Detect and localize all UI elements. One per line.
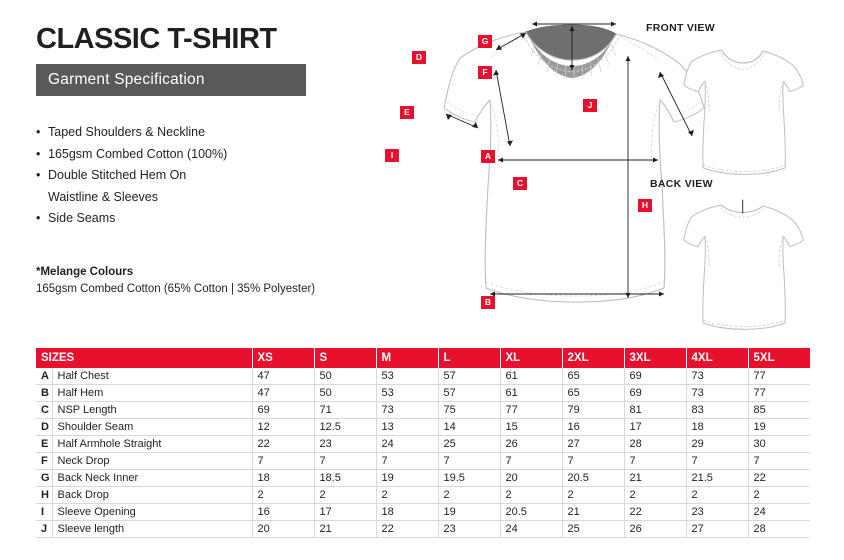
table-row: [36, 402, 810, 419]
row-name: Neck Drop: [52, 453, 252, 470]
row-value: 18: [252, 470, 314, 487]
row-value: 2: [252, 487, 314, 504]
row-value: 18: [686, 419, 748, 436]
row-value: 23: [686, 504, 748, 521]
row-value: 79: [562, 402, 624, 419]
table-header-2xl: 2XL: [562, 348, 624, 368]
row-code: G: [36, 470, 52, 487]
table-row: [36, 368, 810, 385]
row-value: 28: [624, 436, 686, 453]
row-value: 2: [438, 487, 500, 504]
table-header-sizes: SIZES: [36, 348, 252, 368]
melange-body: 165gsm Combed Cotton (65% Cotton | 35% Polyester): [36, 283, 316, 296]
row-value: 7: [562, 453, 624, 470]
row-value: 16: [562, 419, 624, 436]
table-header-3xl: 3XL: [624, 348, 686, 368]
row-value: 73: [686, 368, 748, 385]
table-row: [36, 521, 810, 538]
row-value: 75: [438, 402, 500, 419]
table-header-xs: XS: [252, 348, 314, 368]
row-value: 85: [748, 402, 810, 419]
row-value: 61: [500, 368, 562, 385]
row-value: 24: [376, 436, 438, 453]
row-value: 18: [376, 504, 438, 521]
list-item: • 165gsm Combed Cotton (100%): [36, 144, 336, 166]
table-header-l: L: [438, 348, 500, 368]
row-value: 27: [562, 436, 624, 453]
table-row: [36, 419, 810, 436]
spec-header: [36, 24, 336, 298]
row-value: 17: [624, 419, 686, 436]
row-value: 69: [624, 385, 686, 402]
table-row: [36, 436, 810, 453]
row-value: 26: [624, 521, 686, 538]
row-value: 73: [686, 385, 748, 402]
row-value: 21: [562, 504, 624, 521]
melange-note: [36, 264, 336, 299]
row-value: 83: [686, 402, 748, 419]
row-value: 7: [252, 453, 314, 470]
table-header-4xl: 4XL: [686, 348, 748, 368]
row-value: 14: [438, 419, 500, 436]
marker-j: J: [583, 99, 597, 112]
row-name: Half Chest: [52, 368, 252, 385]
row-value: 81: [624, 402, 686, 419]
table-header-s: S: [314, 348, 376, 368]
row-value: 24: [500, 521, 562, 538]
row-code: B: [36, 385, 52, 402]
row-value: 20: [252, 521, 314, 538]
table-header-m: M: [376, 348, 438, 368]
row-code: D: [36, 419, 52, 436]
back-view-tshirt: [684, 200, 804, 330]
row-code: C: [36, 402, 52, 419]
row-value: 20: [500, 470, 562, 487]
row-code: A: [36, 368, 52, 385]
row-value: 65: [562, 385, 624, 402]
row-code: F: [36, 453, 52, 470]
row-value: 2: [500, 487, 562, 504]
row-value: 7: [686, 453, 748, 470]
table-header-row: [36, 348, 810, 368]
row-value: 47: [252, 385, 314, 402]
row-value: 20.5: [500, 504, 562, 521]
size-table: [36, 348, 810, 538]
row-value: 50: [314, 368, 376, 385]
row-value: 47: [252, 368, 314, 385]
row-value: 24: [748, 504, 810, 521]
row-name: Half Hem: [52, 385, 252, 402]
row-value: 77: [748, 368, 810, 385]
table-row: [36, 487, 810, 504]
row-value: 57: [438, 368, 500, 385]
row-value: 7: [314, 453, 376, 470]
row-code: E: [36, 436, 52, 453]
row-value: 13: [376, 419, 438, 436]
row-name: Shoulder Seam: [52, 419, 252, 436]
row-value: 2: [748, 487, 810, 504]
row-value: 27: [686, 521, 748, 538]
row-value: 77: [500, 402, 562, 419]
row-value: 12.5: [314, 419, 376, 436]
row-value: 22: [748, 470, 810, 487]
row-value: 15: [500, 419, 562, 436]
row-value: 2: [562, 487, 624, 504]
marker-g: G: [478, 35, 492, 48]
row-value: 19.5: [438, 470, 500, 487]
row-value: 2: [376, 487, 438, 504]
row-value: 16: [252, 504, 314, 521]
table-row: [36, 385, 810, 402]
marker-d: D: [412, 51, 426, 64]
marker-h: H: [638, 199, 652, 212]
row-value: 2: [314, 487, 376, 504]
marker-i: I: [385, 149, 399, 162]
row-value: 2: [686, 487, 748, 504]
row-value: 61: [500, 385, 562, 402]
row-value: 77: [748, 385, 810, 402]
row-name: Back Neck Inner: [52, 470, 252, 487]
marker-f: F: [478, 66, 492, 79]
row-value: 23: [314, 436, 376, 453]
row-value: 65: [562, 368, 624, 385]
row-value: 30: [748, 436, 810, 453]
page-title: CLASSIC T-SHIRT: [36, 23, 277, 55]
list-item: • Side Seams: [36, 208, 336, 230]
row-value: 29: [686, 436, 748, 453]
row-value: 7: [438, 453, 500, 470]
row-value: 69: [624, 368, 686, 385]
row-value: 25: [562, 521, 624, 538]
subtitle-bar: Garment Specification: [36, 64, 306, 96]
row-name: Sleeve Opening: [52, 504, 252, 521]
row-value: 7: [376, 453, 438, 470]
front-view-tshirt: [684, 50, 804, 174]
row-value: 19: [376, 470, 438, 487]
row-code: J: [36, 521, 52, 538]
list-item: • Taped Shoulders & Neckline: [36, 122, 336, 144]
feature-list: [36, 122, 336, 230]
row-value: 12: [252, 419, 314, 436]
row-value: 17: [314, 504, 376, 521]
list-item: • Double Stitched Hem On: [36, 165, 336, 187]
back-view-label: BACK VIEW: [650, 178, 713, 190]
row-value: 73: [376, 402, 438, 419]
row-value: 23: [438, 521, 500, 538]
table-header-xl: XL: [500, 348, 562, 368]
row-value: 2: [624, 487, 686, 504]
row-name: Back Drop: [52, 487, 252, 504]
row-value: 50: [314, 385, 376, 402]
row-value: 7: [624, 453, 686, 470]
row-code: I: [36, 504, 52, 521]
row-value: 7: [500, 453, 562, 470]
marker-a: A: [481, 150, 495, 163]
row-value: 71: [314, 402, 376, 419]
row-value: 21: [624, 470, 686, 487]
melange-heading: *Melange Colours: [36, 265, 134, 278]
table-row: [36, 470, 810, 487]
row-value: 53: [376, 368, 438, 385]
table-row: [36, 453, 810, 470]
list-item-continuation: Waistline & Sleeves: [48, 189, 158, 204]
row-name: NSP Length: [52, 402, 252, 419]
row-name: Sleeve length: [52, 521, 252, 538]
size-table-wrapper: [36, 348, 808, 538]
row-value: 25: [438, 436, 500, 453]
table-row: [36, 504, 810, 521]
row-value: 22: [376, 521, 438, 538]
row-code: H: [36, 487, 52, 504]
row-name: Half Armhole Straight: [52, 436, 252, 453]
row-value: 19: [438, 504, 500, 521]
marker-c: C: [513, 177, 527, 190]
row-value: 7: [748, 453, 810, 470]
row-value: 18.5: [314, 470, 376, 487]
row-value: 26: [500, 436, 562, 453]
row-value: 20.5: [562, 470, 624, 487]
garment-illustration: [340, 10, 840, 330]
marker-e: E: [400, 106, 414, 119]
row-value: 28: [748, 521, 810, 538]
row-value: 22: [624, 504, 686, 521]
front-view-label: FRONT VIEW: [646, 22, 715, 34]
row-value: 22: [252, 436, 314, 453]
row-value: 57: [438, 385, 500, 402]
table-header-5xl: 5XL: [748, 348, 810, 368]
marker-b: B: [481, 296, 495, 309]
row-value: 19: [748, 419, 810, 436]
row-value: 53: [376, 385, 438, 402]
row-value: 21.5: [686, 470, 748, 487]
row-value: 21: [314, 521, 376, 538]
row-value: 69: [252, 402, 314, 419]
